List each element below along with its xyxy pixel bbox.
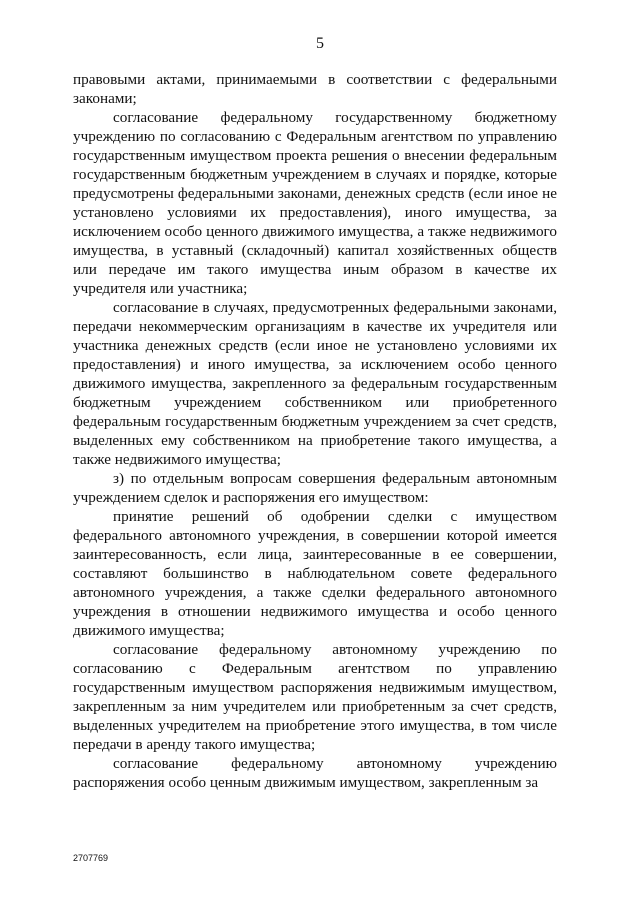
paragraph-real-estate-disposal: согласование федеральному автономному учреждению по согласованию с Федеральным агентством по управлению государственным имуществом распоряжения недвижимым имуществом, закрепленным за ним учредителем или приобретенным за счет средств, выделенных учредителем на приобретение этого имущества, в том числе передачи в аренду такого имущества; (73, 641, 557, 753)
paragraph-item-z: з) по отдельным вопросам совершения федеральным автономным учреждением сделок и распоряжения его имуществом: (73, 470, 557, 506)
paragraph-continuation: правовыми актами, принимаемыми в соответствии с федеральными законами; (73, 71, 557, 107)
paragraph-budget-institution-contribution: согласование федеральному государственному бюджетному учреждению по согласованию с Федеральным агентством по управлению государственным имуществом проекта решения о внесении федеральным государственным бюджетным учреждением в случаях и порядке, которые предусмотрены федеральными законами, денежных средств (если иное не установлено условиями их предоставления), иного имущества, за исключением особо ценного движимого имущества, а также недвижимого имущества, в уставный (складочный) капитал хозяйственных обществ или передаче им такого имущества иным образом в качестве их учредителя или участника; (73, 109, 557, 297)
document-code: 2707769 (73, 853, 109, 863)
paragraph-transfer-to-nonprofits: согласование в случаях, предусмотренных федеральными законами, передачи некоммерческим организациям в качестве их учредителя или участника денежных средств (если иное не установлено условиями их предоставления) и иного имущества, за исключением особо ценного движимого имущества, закрепленного за федеральным государственным бюджетным учреждением собственником или приобретенного федеральным государственным бюджетным учреждением за счет средств, выделенных ему собственником на приобретение такого имущества, а также недвижимого имущества; (73, 299, 557, 468)
page-number: 5 (316, 35, 324, 52)
document-body (73, 70, 557, 792)
paragraph-movable-property-disposal: согласование федеральному автономному учреждению распоряжения особо ценным движимым имуществом, закрепленным за (73, 755, 557, 791)
paragraph-approval-of-transactions: принятие решений об одобрении сделки с имуществом федерального автономного учреждения, в совершении которой имеется заинтересованность, если лица, заинтересованные в ее совершении, составляют большинство в наблюдательном совете федерального автономного учреждения, а также сделки федерального автономного учреждения в отношении недвижимого имущества и особо ценного движимого имущества; (73, 508, 557, 639)
